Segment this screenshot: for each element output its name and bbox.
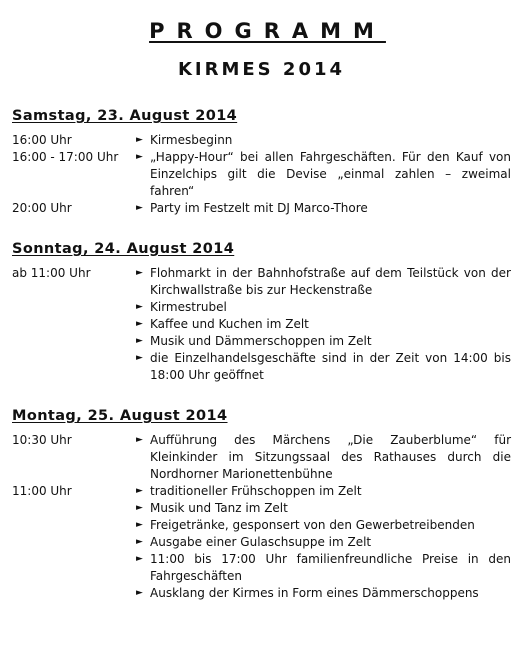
- schedule-entry: [12, 432, 511, 483]
- item-text: Ausgabe einer Gulaschsuppe im Zelt: [150, 535, 372, 549]
- bullet-arrow-icon: ►: [136, 588, 143, 598]
- list-item: [136, 483, 511, 500]
- list-item: [136, 149, 511, 200]
- entry-items: [136, 200, 511, 217]
- entry-time: ab 11:00 Uhr: [12, 266, 91, 280]
- item-text: Aufführung des Märchens „Die Zauberblume“ für Kleinkinder im Sitzungssaal des Rathauses durch die Nordhorner Marionettenbühne: [150, 433, 511, 481]
- item-text: traditioneller Frühschoppen im Zelt: [150, 484, 362, 498]
- entry-time: 20:00 Uhr: [12, 201, 72, 215]
- item-text: „Happy-Hour“ bei allen Fahrgeschäften. Für den Kauf von Einzelchips gilt die Devise „einmal zahlen – zweimal fahren“: [150, 150, 511, 198]
- bullet-arrow-icon: ►: [136, 486, 143, 496]
- entry-items: [136, 149, 511, 200]
- list-item: [136, 316, 511, 333]
- bullet-arrow-icon: ►: [136, 520, 143, 530]
- item-text: Freigetränke, gesponsert von den Gewerbetreibenden: [150, 518, 475, 532]
- day-section: [12, 239, 511, 384]
- page-title: PROGRAMM: [149, 19, 386, 43]
- bullet-arrow-icon: ►: [136, 319, 143, 329]
- schedule-entry: [12, 200, 511, 217]
- day-section: [12, 406, 511, 602]
- list-item: [136, 265, 511, 299]
- day-section: [12, 106, 511, 217]
- list-item: [136, 534, 511, 551]
- entry-items: [136, 265, 511, 384]
- schedule-entry: [12, 149, 511, 200]
- bullet-arrow-icon: ►: [136, 203, 143, 213]
- schedule-entry: [12, 265, 511, 384]
- item-text: die Einzelhandelsgeschäfte sind in der Zeit von 14:00 bis 18:00 Uhr geöffnet: [150, 351, 511, 382]
- entry-time: 16:00 - 17:00 Uhr: [12, 150, 119, 164]
- item-text: 11:00 bis 17:00 Uhr familienfreundliche Preise in den Fahrgeschäften: [150, 552, 511, 583]
- bullet-arrow-icon: ►: [136, 336, 143, 346]
- bullet-arrow-icon: ►: [136, 268, 143, 278]
- day-heading: Samstag, 23. August 2014: [12, 108, 238, 124]
- item-text: Musik und Dämmerschoppen im Zelt: [150, 334, 372, 348]
- bullet-arrow-icon: ►: [136, 135, 143, 145]
- bullet-arrow-icon: ►: [136, 435, 143, 445]
- item-text: Kirmesbeginn: [150, 133, 233, 147]
- entry-time: 10:30 Uhr: [12, 433, 72, 447]
- entry-time: 16:00 Uhr: [12, 133, 72, 147]
- entry-items: [136, 132, 511, 149]
- list-item: [136, 500, 511, 517]
- schedule-entry: [12, 132, 511, 149]
- item-text: Party im Festzelt mit DJ Marco-Thore: [150, 201, 368, 215]
- list-item: [136, 132, 511, 149]
- entry-items: [136, 483, 511, 602]
- bullet-arrow-icon: ►: [136, 554, 143, 564]
- schedule-entry: [12, 483, 511, 602]
- page-subtitle: KIRMES 2014: [177, 59, 346, 80]
- entry-items: [136, 432, 511, 483]
- item-text: Ausklang der Kirmes in Form eines Dämmerschoppens: [150, 586, 479, 600]
- item-text: Musik und Tanz im Zelt: [150, 501, 288, 515]
- list-item: [136, 333, 511, 350]
- list-item: [136, 200, 511, 217]
- list-item: [136, 432, 511, 483]
- bullet-arrow-icon: ►: [136, 537, 143, 547]
- item-text: Kirmestrubel: [150, 300, 227, 314]
- item-text: Kaffee und Kuchen im Zelt: [150, 317, 309, 331]
- schedule: [12, 106, 511, 602]
- list-item: [136, 517, 511, 534]
- day-heading: Sonntag, 24. August 2014: [12, 241, 235, 257]
- list-item: [136, 350, 511, 384]
- entry-time: 11:00 Uhr: [12, 484, 72, 498]
- day-heading: Montag, 25. August 2014: [12, 408, 228, 424]
- list-item: [136, 585, 511, 602]
- bullet-arrow-icon: ►: [136, 302, 143, 312]
- bullet-arrow-icon: ►: [136, 152, 143, 162]
- bullet-arrow-icon: ►: [136, 353, 143, 363]
- list-item: [136, 551, 511, 585]
- item-text: Flohmarkt in der Bahnhofstraße auf dem Teilstück von der Kirchwallstraße bis zur Heckenstraße: [150, 266, 511, 297]
- list-item: [136, 299, 511, 316]
- bullet-arrow-icon: ►: [136, 503, 143, 513]
